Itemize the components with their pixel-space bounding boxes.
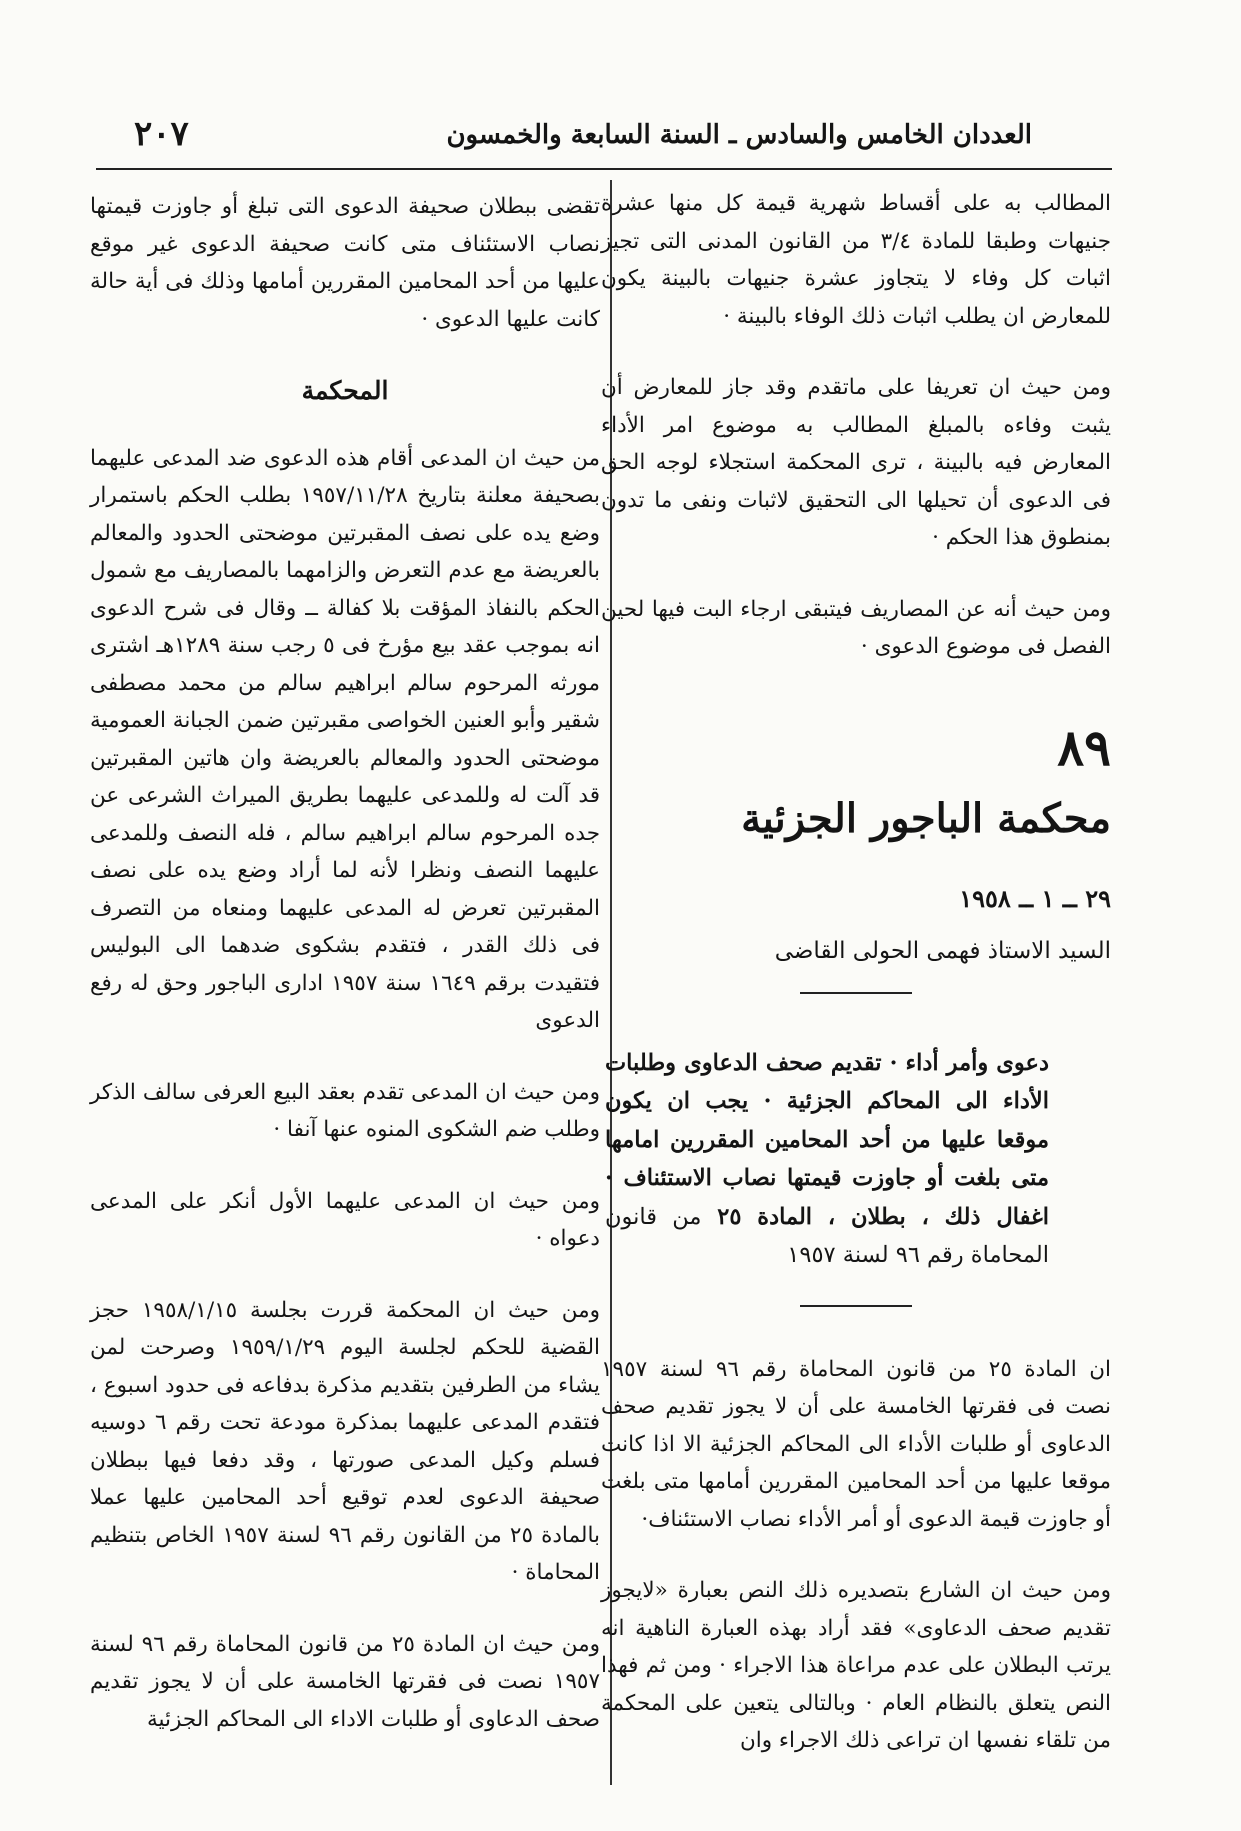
paragraph: تقضى ببطلان صحيفة الدعوى التى تبلغ أو جاوزت قيمتها نصاب الاستئناف متى كانت صحيفة الدعوى غير موقع عليها من أحد المحامين المقررين أمامها وذلك فى أية حالة كانت عليها الدعوى ·: [90, 194, 600, 332]
paragraph: المطالب به على أقساط شهرية قيمة كل منها عشرة جنيهات وطبقا للمادة ٣/٤ من القانون المدنى التى تجيز اثبات كل وفاء لا يتجاوز عشرة جنيهات بالبينة يكون للمعارض ان يطلب اثبات ذلك الوفاء بالبينة ·: [601, 191, 1111, 329]
court-name: محكمة الباجور الجزئية: [741, 794, 1111, 842]
summary-law-reference: من قانون المحاماة رقم ٩٦ لسنة ١٩٥٧: [605, 1203, 1049, 1268]
paragraph: ومن حيث ان المدعى تقدم بعقد البيع العرفى سالف الذكر وطلب ضم الشكوى المنوه عنها آنفا ·: [90, 1079, 600, 1142]
summary-keywords: دعوى وأمر أداء · تقديم صحف الدعاوى وطلبات الأداء الى المحاكم الجزئية · يجب ان يكون موقعا عليها من أحد المحامين المقررين امامها متى بلغت أو جاوزت قيمتها نصاب الاستئناف · اغفال ذلك ، بطلان ، المادة ٢٥: [605, 1049, 1049, 1230]
separator-rule: [800, 992, 912, 994]
case-header: [601, 718, 1111, 994]
paragraph: ومن حيث ان تعريفا على ماتقدم وقد جاز للمعارض أن يثبت وفاءه بالمبلغ المطالب به موضوع امر الأداء المعارض فيه بالبينة ، ترى المحكمة استجلاء لوجه الحق فى الدعوى أن تحيلها الى التحقيق لاثبات ونفى ما تدون بمنطوق هذا الحكم ·: [601, 375, 1111, 550]
case-date: ٢٩ ــ ١ ــ ١٩٥٨: [959, 883, 1111, 913]
case-summary: [605, 1044, 1049, 1275]
paragraph: ومن حيث ان المادة ٢٥ من قانون المحاماة رقم ٩٦ لسنة ١٩٥٧ نصت فى فقرتها الخامسة على أن لا يجوز تقديم صحف الدعاوى أو طلبات الاداء الى المحاكم الجزئية: [90, 1631, 600, 1732]
right-column: [601, 185, 1111, 1794]
left-column: [90, 188, 600, 1772]
paragraph: ومن حيث ان المدعى عليهما الأول أنكر على المدعى دعواه ·: [90, 1188, 600, 1251]
running-title: العددان الخامس والسادس ـ السنة السابعة والخمسون: [446, 120, 1032, 150]
paragraph: ومن حيث أنه عن المصاريف فيتبقى ارجاء البت فيها لحين الفصل فى موضوع الدعوى ·: [601, 596, 1111, 659]
page-header: [96, 112, 1112, 170]
paragraph: من حيث ان المدعى أقام هذه الدعوى ضد المدعى عليهما بصحيفة معلنة بتاريخ ١٩٥٧/١١/٢٨ بطلب الحكم باستمرار وضع يده على نصف المقبرتين موضحتى الحدود والمعالم بالعريضة مع عدم التعرض والزامهما بالمصاريف مع شمول الحكم بالنفاذ المؤقت بلا كفالة ــ وقال فى شرح الدعوى انه بموجب عقد بيع مؤرخ فى ٥ رجب سنة ١٢٨٩هـ اشترى مورثه المرحوم سالم ابراهيم سالم من محمد مصطفى شقير وأبو العنين الخواصى مقبرتين ضمن الجبانة العمومية موضحتى الحدود والمعالم بالعريضة وان هاتين المقبرتين قد آلت له وللمدعى عليهما بطريق الميراث الشرعى عن جده المرحوم سالم ابراهيم سالم ، فله النصف وللمدعى عليهما النصف ونظرا لأنه لما أراد وضع يده على نصف المقبرتين تعرض له المدعى عليهما ومنعاه من التصرف فى ذلك القدر ، فتقدم بشكوى ضدهما الى البوليس فتقيدت برقم ١٦٤٩ سنة ١٩٥٧ ادارى الباجور وحق له رفع الدعوى: [90, 445, 601, 1033]
paragraph: ان المادة ٢٥ من قانون المحاماة رقم ٩٦ لسنة ١٩٥٧ نصت فى فقرتها الخامسة على أن لا يجوز تقديم صحف الدعاوى أو طلبات الأداء الى المحاكم الجزئية الا اذا كانت موقعا عليها من أحد المحامين المقررين أمامها متى بلغت أو جاوزت قيمة الدعوى أو أمر الأداء نصاب الاستئناف·: [601, 1356, 1111, 1532]
judge-name: السيد الاستاذ فهمى الحولى القاضى: [774, 937, 1111, 964]
paragraph: ومن حيث ان المحكمة قررت بجلسة ١٩٥٨/١/١٥ حجز القضية للحكم لجلسة اليوم ١٩٥٩/١/٢٩ وصرحت لمن يشاء من الطرفين بتقديم مذكرة بدفاعه فى حدود اسبوع ، فتقدم المدعى عليهما بمذكرة مودعة تحت رقم ٦ دوسيه فسلم وكيل المدعى صورتها ، وقد دفعا فيها ببطلان صحيفة الدعوى لعدم توقيع أحد المحامين عليها عملا بالمادة ٢٥ من القانون رقم ٩٦ لسنة ١٩٥٧ الخاص بتنظيم المحاماة ·: [90, 1297, 601, 1585]
page-number: ٢٠٧: [134, 114, 189, 154]
section-heading: المحكمة: [301, 376, 389, 405]
case-number: ٨٩: [1057, 717, 1111, 777]
separator-rule: [800, 1305, 912, 1307]
paragraph: ومن حيث ان الشارع بتصديره ذلك النص بعبارة «لايجوز تقديم صحف الدعاوى» فقد أراد بهذه العبارة الناهية انه يرتب البطلان على عدم مراعاة هذا الاجراء · ومن ثم فهذا النص يتعلق بالنظام العام · وبالتالى يتعين على المحكمة من تلقاء نفسها ان تراعى ذلك الاجراء وان: [601, 1578, 1111, 1753]
